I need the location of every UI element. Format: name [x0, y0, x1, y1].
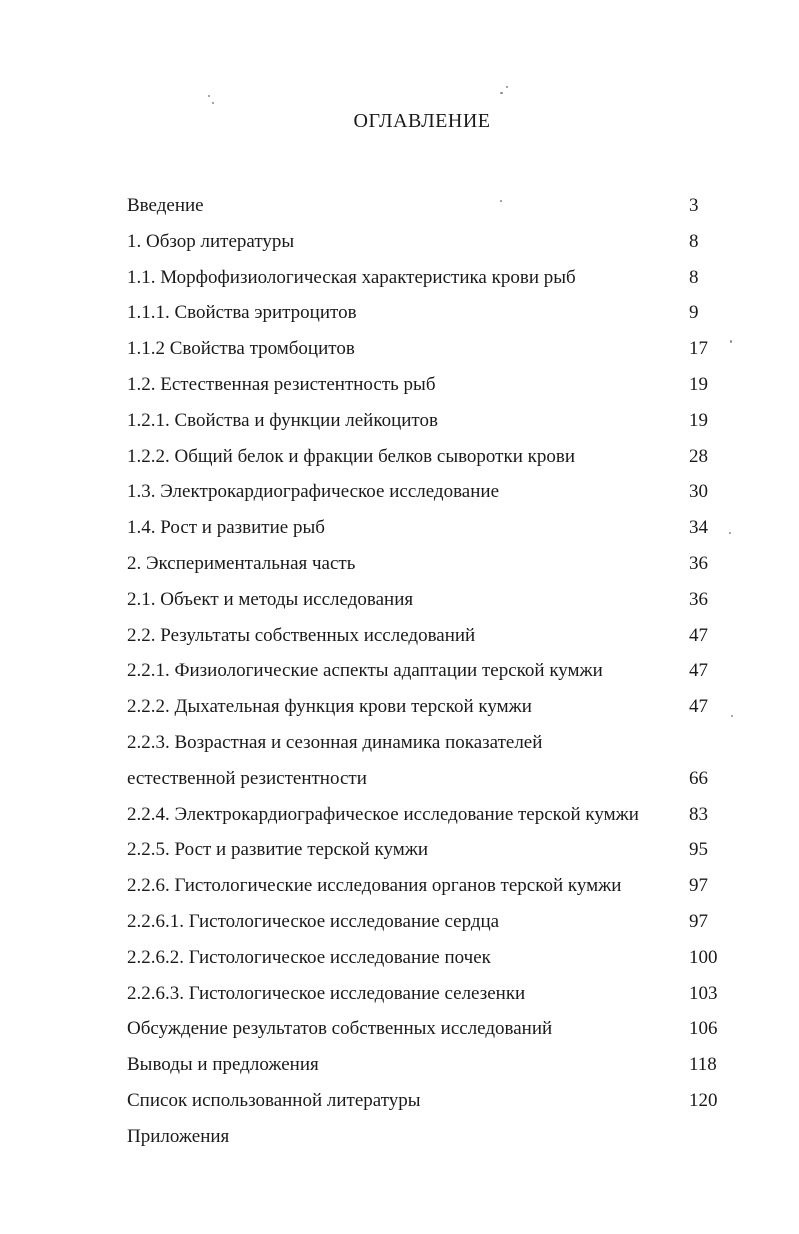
- toc-entry: [127, 1013, 727, 1049]
- toc-entry: [127, 548, 727, 584]
- toc-entry-label: Введение: [127, 195, 204, 216]
- toc-entry: [127, 763, 727, 799]
- toc-entry-page: 36: [689, 588, 708, 610]
- page-title: ОГЛАВЛЕНИЕ: [353, 110, 491, 132]
- toc-entry-page: 66: [689, 767, 708, 789]
- toc-entry-page: 106: [689, 1018, 718, 1040]
- toc-entry-label: 2.2.5. Рост и развитие терской кумжи: [127, 839, 429, 861]
- toc-entry-label: 1.2.2. Общий белок и фракции белков сыворотки крови: [127, 445, 575, 467]
- toc-entry-label: 2. Экспериментальная часть: [127, 552, 356, 574]
- toc-entry-page: 97: [689, 875, 708, 897]
- toc-entry: [127, 799, 727, 835]
- toc-entry: [127, 333, 727, 369]
- scan-speck: [731, 715, 733, 717]
- toc-entry-page: 9: [689, 302, 699, 324]
- toc-entry-label: Выводы и предложения: [127, 1054, 319, 1076]
- toc-entry-label: 2.2.6.1. Гистологическое исследование сердца: [127, 910, 500, 932]
- toc-entry-page: 30: [689, 481, 708, 503]
- toc-entry-page: 47: [689, 696, 708, 718]
- toc-entry-label: 2.2.6. Гистологические исследования органов терской кумжи: [127, 875, 622, 897]
- toc-entry: [127, 655, 727, 691]
- toc-entry-page: 17: [689, 338, 708, 360]
- toc-entry-label: 2.2. Результаты собственных исследований: [127, 624, 476, 646]
- toc-entry-label: Обсуждение результатов собственных исследований: [127, 1018, 553, 1040]
- scan-speck: [730, 340, 732, 343]
- toc-entry: [127, 226, 727, 262]
- toc-entry-page: 8: [689, 230, 699, 252]
- toc-entry-page: 120: [689, 1089, 718, 1111]
- toc-entry: [127, 584, 727, 620]
- toc-entry: [127, 727, 727, 763]
- toc-entry-label: 2.2.2. Дыхательная функция крови терской кумжи: [127, 696, 532, 718]
- toc-entry: [127, 190, 727, 226]
- toc-entry: [127, 476, 727, 512]
- toc-entry: [127, 369, 727, 405]
- toc-entry-page: 100: [689, 946, 718, 968]
- toc-entry: [127, 620, 727, 656]
- toc-entry-label: Приложения: [127, 1125, 230, 1147]
- toc-entry-page: 103: [689, 982, 718, 1004]
- toc-entry-label: естественной резистентности: [127, 767, 367, 789]
- toc-list: [127, 190, 727, 1157]
- scan-speck: [506, 86, 508, 88]
- toc-entry: [127, 1049, 727, 1085]
- toc-entry-label: 2.2.4. Электрокардиографическое исследование терской кумжи: [127, 803, 639, 825]
- toc-entry-page: 95: [689, 839, 708, 861]
- toc-entry-label: 1.2. Естественная резистентность рыб: [127, 373, 436, 395]
- toc-entry-label: 1.4. Рост и развитие рыб: [127, 517, 325, 539]
- toc-entry: [127, 1085, 727, 1121]
- toc-entry-label: 1. Обзор литературы: [127, 230, 295, 252]
- scan-speck: [729, 532, 731, 534]
- toc-entry: [127, 691, 727, 727]
- toc-entry-label: 1.1.2 Свойства тромбоцитов: [127, 338, 355, 360]
- toc-entry-label: 1.1. Морфофизиологическая характеристика крови рыб: [127, 266, 576, 288]
- toc-entry-page: 47: [689, 624, 708, 646]
- toc-entry: [127, 834, 727, 870]
- toc-entry-page: 28: [689, 445, 708, 467]
- toc-entry: [127, 297, 727, 333]
- toc-entry: [127, 262, 727, 298]
- toc-entry: [127, 1121, 727, 1157]
- toc-entry-label: 2.2.3. Возрастная и сезонная динамика показателей: [127, 731, 543, 753]
- toc-entry-label: 2.1. Объект и методы исследования: [127, 588, 414, 610]
- toc-entry-page: 19: [689, 409, 708, 431]
- toc-entry-page: 97: [689, 910, 708, 932]
- toc-entry-page: 118: [689, 1054, 717, 1076]
- toc-entry-page: 3: [689, 195, 699, 216]
- scan-speck: [208, 95, 210, 97]
- scan-speck: [212, 102, 214, 104]
- toc-entry: [127, 906, 727, 942]
- toc-entry-page: 36: [689, 552, 708, 574]
- toc-entry-label: 1.2.1. Свойства и функции лейкоцитов: [127, 409, 438, 431]
- toc-entry-page: 34: [689, 517, 708, 539]
- toc-entry-label: 2.2.6.2. Гистологическое исследование почек: [127, 946, 491, 968]
- toc-entry: [127, 512, 727, 548]
- toc-entry-page: 83: [689, 803, 708, 825]
- toc-entry-label: Список использованной литературы: [127, 1089, 421, 1111]
- toc-entry-label: 2.2.1. Физиологические аспекты адаптации терской кумжи: [127, 660, 603, 682]
- scan-speck: [500, 92, 503, 94]
- toc-entry-label: 2.2.6.3. Гистологическое исследование селезенки: [127, 982, 526, 1004]
- toc-entry: [127, 942, 727, 978]
- toc-entry-label: 1.3. Электрокардиографическое исследование: [127, 481, 500, 503]
- toc-entry: [127, 870, 727, 906]
- toc-entry: [127, 441, 727, 477]
- toc-entry: [127, 978, 727, 1014]
- toc-entry-page: 8: [689, 266, 699, 288]
- toc-entry-label: 1.1.1. Свойства эритроцитов: [127, 302, 357, 324]
- toc-entry-page: 47: [689, 660, 708, 682]
- toc-entry: [127, 405, 727, 441]
- toc-entry-page: 19: [689, 373, 708, 395]
